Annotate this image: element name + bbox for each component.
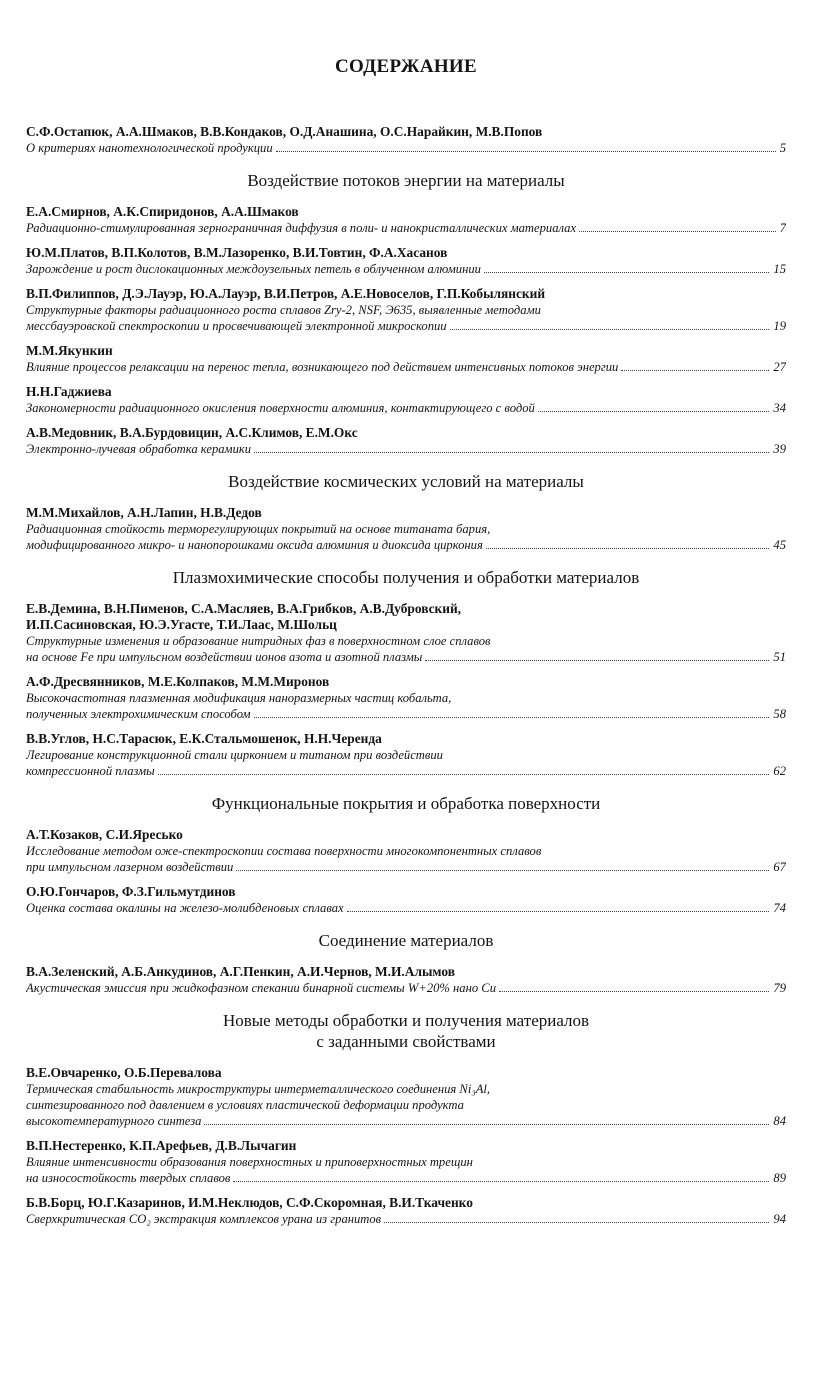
title-line bbox=[26, 537, 786, 553]
entry-authors bbox=[26, 601, 786, 633]
toc-entry bbox=[26, 601, 786, 665]
title-line bbox=[26, 900, 786, 916]
toc-entry bbox=[26, 124, 786, 156]
entry-title bbox=[26, 1211, 786, 1227]
dot-leader bbox=[538, 410, 770, 412]
section-heading-line: с заданными свойствами bbox=[316, 1032, 496, 1051]
authors-line: М.М.Якункин bbox=[26, 343, 113, 358]
dot-leader bbox=[254, 716, 770, 718]
entry-title bbox=[26, 220, 786, 236]
title-line: Высокочастотная плазменная модификация наноразмерных частиц кобальта, bbox=[26, 691, 452, 705]
page-number: 5 bbox=[779, 141, 786, 155]
title-line: Радиационная стойкость терморегулирующих покрытий на основе титаната бария, bbox=[26, 522, 491, 536]
authors-line: Б.В.Борц, Ю.Г.Казаринов, И.М.Неклюдов, С.Ф.Скоромная, В.И.Ткаченко bbox=[26, 1195, 473, 1210]
page-number: 51 bbox=[773, 650, 786, 664]
entry-title bbox=[26, 690, 786, 722]
section-heading-line: Воздействие потоков энергии на материалы bbox=[247, 171, 565, 190]
entry-title bbox=[26, 980, 786, 996]
entry-title bbox=[26, 900, 786, 916]
entry-authors bbox=[26, 425, 786, 441]
toc-entry bbox=[26, 245, 786, 277]
dot-leader bbox=[276, 150, 776, 152]
title-line bbox=[26, 706, 786, 722]
entry-title bbox=[26, 1154, 786, 1186]
entry-authors bbox=[26, 124, 786, 140]
page-number: 89 bbox=[773, 1171, 786, 1185]
entry-authors bbox=[26, 286, 786, 302]
title-text: О критериях нанотехнологической продукции bbox=[26, 141, 273, 155]
dot-leader bbox=[484, 271, 769, 273]
title-text: на основе Fe при импульсном воздействии ионов азота и азотной плазмы bbox=[26, 650, 423, 664]
entry-title bbox=[26, 261, 786, 277]
title-text: Сверхкритическая CO₂ экстракция комплексов урана из гранитов bbox=[26, 1212, 382, 1226]
entry-title bbox=[26, 843, 786, 875]
toc-entry bbox=[26, 505, 786, 553]
section-heading-line: Новые методы обработки и получения материалов bbox=[222, 1011, 590, 1030]
title-text: мессбауэровской спектроскопии и просвечивающей электронной микроскопии bbox=[26, 319, 447, 333]
entry-authors bbox=[26, 1138, 786, 1154]
section-heading-line: Функциональные покрытия и обработка поверхности bbox=[211, 794, 601, 813]
entry-authors bbox=[26, 245, 786, 261]
dot-leader bbox=[233, 1180, 769, 1182]
table-of-contents bbox=[26, 124, 786, 1227]
entry-authors bbox=[26, 827, 786, 843]
title-line bbox=[26, 1170, 786, 1186]
title-line bbox=[26, 261, 786, 277]
title-line bbox=[26, 859, 786, 875]
section-heading bbox=[26, 930, 786, 951]
page-title: СОДЕРЖАНИЕ bbox=[335, 56, 477, 77]
toc-entry bbox=[26, 964, 786, 996]
dot-leader bbox=[621, 369, 769, 371]
toc-entry bbox=[26, 1065, 786, 1129]
entry-title bbox=[26, 140, 786, 156]
toc-entry bbox=[26, 1195, 786, 1227]
authors-line: С.Ф.Остапюк, А.А.Шмаков, В.В.Кондаков, О.Д.Анашина, О.С.Нарайкин, М.В.Попов bbox=[26, 124, 543, 139]
entry-authors bbox=[26, 731, 786, 747]
entry-authors bbox=[26, 343, 786, 359]
entry-authors bbox=[26, 674, 786, 690]
entry-authors bbox=[26, 964, 786, 980]
title-line bbox=[26, 318, 786, 334]
entry-authors bbox=[26, 204, 786, 220]
page-number: 19 bbox=[773, 319, 786, 333]
title-line: синтезированного под давлением в условиях пластической деформации продукта bbox=[26, 1098, 464, 1112]
title-text: Оценка состава окалины на железо-молибденовых сплавах bbox=[26, 901, 344, 915]
entry-authors bbox=[26, 884, 786, 900]
title-text: высокотемпературного синтеза bbox=[26, 1114, 202, 1128]
toc-entry bbox=[26, 343, 786, 375]
title-text: модифицированного микро- и нанопорошками оксида алюминия и диоксида циркония bbox=[26, 538, 483, 552]
page-number: 67 bbox=[773, 860, 786, 874]
entry-authors bbox=[26, 384, 786, 400]
toc-entry bbox=[26, 674, 786, 722]
section-heading bbox=[26, 170, 786, 191]
title-text: Радиационно-стимулированная зернограничная диффузия в поли- и нанокристаллических материалах bbox=[26, 221, 577, 235]
authors-line: А.Ф.Дресвянников, М.Е.Колпаков, М.М.Миронов bbox=[26, 674, 330, 689]
authors-line: М.М.Михайлов, А.Н.Лапин, Н.В.Дедов bbox=[26, 505, 262, 520]
authors-line: Е.В.Демина, В.Н.Пименов, С.А.Масляев, В.А.Грибков, А.В.Дубровский, bbox=[26, 601, 462, 616]
authors-line: Н.Н.Гаджиева bbox=[26, 384, 112, 399]
dot-leader bbox=[486, 547, 770, 549]
title-text: Закономерности радиационного окисления поверхности алюминия, контактирующего с водой bbox=[26, 401, 535, 415]
section-heading-line: Воздействие космических условий на материалы bbox=[228, 472, 584, 491]
authors-line: И.П.Сасиновская, Ю.Э.Угасте, Т.И.Лаас, М.Шольц bbox=[26, 617, 337, 632]
toc-entry bbox=[26, 1138, 786, 1186]
page-number: 62 bbox=[773, 764, 786, 778]
dot-leader bbox=[204, 1123, 769, 1125]
toc-entry bbox=[26, 731, 786, 779]
title-text: полученных электрохимическим способом bbox=[26, 707, 251, 721]
section-heading-line: Плазмохимические способы получения и обработки материалов bbox=[172, 568, 640, 587]
dot-leader bbox=[499, 990, 769, 992]
title-line: Термическая стабильность микроструктуры интерметаллического соединения Ni₃Al, bbox=[26, 1082, 491, 1096]
dot-leader bbox=[158, 773, 770, 775]
title-line bbox=[26, 649, 786, 665]
title-line: Легирование конструкционной стали цирконием и титаном при воздействии bbox=[26, 748, 443, 762]
authors-line: А.Т.Козаков, С.И.Яресько bbox=[26, 827, 183, 842]
dot-leader bbox=[450, 328, 770, 330]
page-number: 74 bbox=[773, 901, 786, 915]
title-line bbox=[26, 220, 786, 236]
section-heading bbox=[26, 567, 786, 588]
authors-line: В.П.Нестеренко, К.П.Арефьев, Д.В.Лычагин bbox=[26, 1138, 297, 1153]
toc-entry bbox=[26, 204, 786, 236]
authors-line: В.П.Филиппов, Д.Э.Лауэр, Ю.А.Лауэр, В.И.Петров, А.Е.Новоселов, Г.П.Кобылянский bbox=[26, 286, 546, 301]
page-number: 79 bbox=[773, 981, 786, 995]
toc-entry bbox=[26, 384, 786, 416]
authors-line: А.В.Медовник, В.А.Бурдовицин, А.С.Климов, Е.М.Окс bbox=[26, 425, 358, 440]
title-line bbox=[26, 441, 786, 457]
entry-authors bbox=[26, 505, 786, 521]
title-text: на износостойкость твердых сплавов bbox=[26, 1171, 231, 1185]
section-heading bbox=[26, 793, 786, 814]
title-line bbox=[26, 400, 786, 416]
toc-entry bbox=[26, 425, 786, 457]
page-number: 45 bbox=[773, 538, 786, 552]
section-heading bbox=[26, 471, 786, 492]
page-number: 94 bbox=[773, 1212, 786, 1226]
page-number: 34 bbox=[773, 401, 786, 415]
title-text: компрессионной плазмы bbox=[26, 764, 155, 778]
authors-line: В.Е.Овчаренко, О.Б.Перевалова bbox=[26, 1065, 222, 1080]
section-heading bbox=[26, 1010, 786, 1052]
title-text: Влияние процессов релаксации на перенос тепла, возникающего под действием интенсивных потоков энергии bbox=[26, 360, 619, 374]
entry-authors bbox=[26, 1065, 786, 1081]
toc-entry bbox=[26, 286, 786, 334]
entry-title bbox=[26, 359, 786, 375]
page-number: 27 bbox=[773, 360, 786, 374]
toc-entry bbox=[26, 827, 786, 875]
title-line: Влияние интенсивности образования поверхностных и приповерхностных трещин bbox=[26, 1155, 473, 1169]
entry-title bbox=[26, 400, 786, 416]
entry-title bbox=[26, 521, 786, 553]
page-number: 7 bbox=[779, 221, 786, 235]
title-line bbox=[26, 980, 786, 996]
section-heading-line: Соединение материалов bbox=[318, 931, 494, 950]
entry-title bbox=[26, 1081, 786, 1129]
dot-leader bbox=[254, 451, 769, 453]
authors-line: В.В.Углов, Н.С.Тарасюк, Е.К.Стальмошенок, Н.Н.Черенда bbox=[26, 731, 382, 746]
dot-leader bbox=[425, 659, 769, 661]
title-line: Исследование методом оже-спектроскопии состава поверхности многокомпонентных сплавов bbox=[26, 844, 542, 858]
page-number: 58 bbox=[773, 707, 786, 721]
page-number: 84 bbox=[773, 1114, 786, 1128]
entry-title bbox=[26, 302, 786, 334]
toc-entry bbox=[26, 884, 786, 916]
authors-line: О.Ю.Гончаров, Ф.З.Гильмутдинов bbox=[26, 884, 236, 899]
dot-leader bbox=[347, 910, 770, 912]
title-line bbox=[26, 359, 786, 375]
authors-line: В.А.Зеленский, А.Б.Анкудинов, А.Г.Пенкин, А.И.Чернов, М.И.Алымов bbox=[26, 964, 455, 979]
authors-line: Ю.М.Платов, В.П.Колотов, В.М.Лазоренко, В.И.Товтин, Ф.А.Хасанов bbox=[26, 245, 448, 260]
title-text: Акустическая эмиссия при жидкофазном спекании бинарной системы W+20% нано Cu bbox=[26, 981, 496, 995]
entry-title bbox=[26, 441, 786, 457]
entry-title bbox=[26, 633, 786, 665]
authors-line: Е.А.Смирнов, А.К.Спиридонов, А.А.Шмаков bbox=[26, 204, 299, 219]
dot-leader bbox=[579, 230, 776, 232]
page-number: 39 bbox=[773, 442, 786, 456]
title-line bbox=[26, 763, 786, 779]
title-line: Структурные изменения и образование нитридных фаз в поверхностном слое сплавов bbox=[26, 634, 491, 648]
dot-leader bbox=[236, 869, 769, 871]
title-line bbox=[26, 1113, 786, 1129]
page-number: 15 bbox=[773, 262, 786, 276]
title-text: Электронно-лучевая обработка керамики bbox=[26, 442, 252, 456]
entry-authors bbox=[26, 1195, 786, 1211]
title-text: Зарождение и рост дислокационных междоузельных петель в облученном алюминии bbox=[26, 262, 481, 276]
title-text: при импульсном лазерном воздействии bbox=[26, 860, 234, 874]
title-line bbox=[26, 140, 786, 156]
title-line bbox=[26, 1211, 786, 1227]
title-line: Структурные факторы радиационного роста сплавов Zry-2, NSF, Э635, выявленные методами bbox=[26, 303, 541, 317]
entry-title bbox=[26, 747, 786, 779]
dot-leader bbox=[384, 1221, 769, 1223]
